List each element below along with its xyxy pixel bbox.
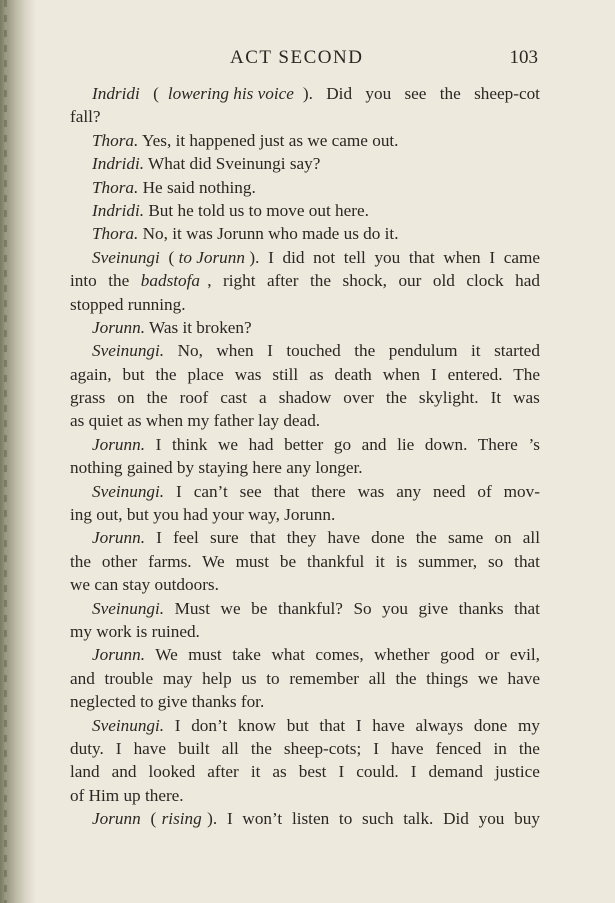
dialogue-text: lie bbox=[392, 434, 415, 454]
dialogue-text: take bbox=[227, 645, 261, 665]
dialogue-text: Did bbox=[321, 84, 353, 103]
dialogue-text: we can stay outdoors. bbox=[70, 575, 219, 595]
dialogue-text: So bbox=[349, 598, 372, 618]
dialogue-text: trouble bbox=[100, 668, 154, 688]
dialogue-text: a bbox=[254, 388, 267, 408]
dialogue-text: could. bbox=[351, 762, 399, 782]
dialogue-text: they bbox=[282, 528, 317, 548]
dialogue-text: things bbox=[421, 668, 469, 688]
dialogue-text: that bbox=[315, 715, 346, 735]
speaker-name: Thora. bbox=[92, 177, 139, 197]
dialogue-text: the bbox=[391, 668, 417, 688]
speaker-name: Indridi. bbox=[92, 154, 145, 174]
dialogue-text: tell bbox=[339, 247, 366, 267]
dialogue-text: and bbox=[107, 762, 137, 782]
dialogue-text: talk. bbox=[398, 809, 434, 829]
speaker-name: Sveinungi. bbox=[92, 715, 165, 735]
dialogue-text: all bbox=[364, 668, 386, 688]
dialogue-text: but bbox=[118, 364, 145, 384]
speaker-name: Jorunn. bbox=[92, 434, 145, 454]
dialogue-text: I bbox=[262, 341, 273, 361]
dialogue-text: the bbox=[514, 738, 540, 758]
dialogue-text: was bbox=[230, 364, 262, 384]
stage-direction: to Jorunn bbox=[178, 247, 245, 267]
text-line bbox=[70, 503, 540, 526]
speaker-name: Jorunn bbox=[92, 809, 141, 829]
dialogue-text: know bbox=[233, 715, 277, 735]
dialogue-text: of Him up there. bbox=[70, 785, 184, 805]
dialogue-text: the bbox=[381, 388, 407, 408]
dialogue-text: feel bbox=[168, 528, 199, 548]
text-line bbox=[70, 643, 540, 666]
dialogue-text: all bbox=[217, 738, 239, 758]
dialogue-text: be bbox=[275, 551, 297, 571]
dialogue-text: our bbox=[394, 271, 422, 291]
text-line bbox=[70, 246, 540, 269]
dialogue-text: in bbox=[489, 738, 507, 758]
dialogue-text: ). bbox=[207, 809, 218, 829]
dialogue-text: that bbox=[509, 551, 540, 571]
text-line bbox=[70, 152, 540, 175]
dialogue-text: entered. bbox=[443, 364, 503, 384]
dialogue-text: when bbox=[212, 341, 254, 361]
dialogue-text: must bbox=[183, 645, 222, 665]
dialogue-text: must bbox=[231, 551, 269, 571]
dialogue-text: the bbox=[349, 341, 376, 361]
dialogue-text: But he told us to move out here. bbox=[144, 200, 369, 220]
dialogue-text: ( bbox=[146, 809, 157, 829]
dialogue-text: mov- bbox=[499, 481, 540, 501]
dialogue-text: on bbox=[113, 388, 135, 408]
dialogue-text: on bbox=[490, 528, 512, 548]
stage-direction: lowering his voice bbox=[167, 84, 294, 103]
dialogue-text: think bbox=[167, 434, 208, 454]
dialogue-text: not bbox=[308, 247, 336, 267]
dialogue-text: had bbox=[510, 271, 540, 291]
dialogue-text: of bbox=[473, 481, 492, 501]
dialogue-text: won’t bbox=[238, 809, 283, 829]
dialogue-text: still bbox=[268, 364, 299, 384]
dialogue-text: summer, bbox=[413, 551, 478, 571]
text-line bbox=[70, 573, 540, 596]
text-line bbox=[70, 714, 540, 737]
dialogue-text: No, it was Jorunn who made us do it. bbox=[138, 224, 399, 244]
dialogue-text: I bbox=[111, 738, 122, 758]
dialogue-text: and bbox=[70, 668, 95, 688]
speaker-name: Jorunn. bbox=[92, 317, 145, 337]
dialogue-text: other bbox=[97, 551, 138, 571]
text-line bbox=[70, 129, 540, 152]
speaker-name: Sveinungi. bbox=[92, 341, 165, 361]
dialogue-text: old bbox=[428, 271, 455, 291]
dialogue-text: again, bbox=[70, 364, 112, 384]
stage-direction: badstofa bbox=[136, 271, 200, 291]
speaker-name: Sveinungi. bbox=[92, 481, 165, 501]
dialogue-text: clock bbox=[462, 271, 504, 291]
dialogue-text: you bbox=[474, 809, 505, 829]
play-text bbox=[70, 82, 540, 831]
running-head: ACT SECOND bbox=[230, 47, 364, 68]
dialogue-text: demand bbox=[424, 762, 483, 782]
dialogue-text: stopped running. bbox=[70, 294, 186, 314]
text-line bbox=[70, 690, 540, 713]
text-line bbox=[70, 269, 540, 292]
dialogue-text: ( bbox=[148, 84, 159, 103]
dialogue-text: It bbox=[486, 388, 502, 408]
dialogue-text: evil, bbox=[505, 645, 540, 665]
text-line bbox=[70, 82, 540, 105]
dialogue-text: over bbox=[338, 388, 374, 408]
dialogue-text: ’s bbox=[524, 434, 540, 454]
dialogue-text: I bbox=[351, 715, 362, 735]
dialogue-text: grass bbox=[70, 388, 106, 408]
text-line bbox=[70, 550, 540, 573]
dialogue-text: buy bbox=[509, 809, 540, 829]
dialogue-text: my bbox=[513, 715, 540, 735]
text-line bbox=[70, 456, 540, 479]
dialogue-text: I bbox=[426, 364, 437, 384]
dialogue-text: remember bbox=[285, 668, 359, 688]
dialogue-text: did bbox=[278, 247, 305, 267]
dialogue-text: Was it broken? bbox=[145, 317, 252, 337]
speaker-name: Thora. bbox=[92, 130, 139, 150]
dialogue-text: fall? bbox=[70, 107, 101, 127]
text-line bbox=[70, 667, 540, 690]
dialogue-text: the bbox=[411, 528, 437, 548]
dialogue-text: what bbox=[267, 645, 305, 665]
dialogue-text: done bbox=[469, 715, 508, 735]
text-line bbox=[70, 760, 540, 783]
dialogue-text: done bbox=[366, 528, 405, 548]
dialogue-text: was bbox=[508, 388, 540, 408]
dialogue-text: you bbox=[361, 84, 392, 103]
dialogue-text: and bbox=[357, 434, 387, 454]
binding-gutter bbox=[0, 0, 36, 903]
dialogue-text: listen bbox=[287, 809, 330, 829]
dialogue-text: it bbox=[246, 762, 261, 782]
dialogue-text: help bbox=[197, 668, 232, 688]
dialogue-text: I bbox=[151, 528, 162, 548]
text-line bbox=[70, 409, 540, 432]
dialogue-text: ). bbox=[302, 84, 313, 103]
dialogue-text: farms. bbox=[143, 551, 192, 571]
dialogue-text: we bbox=[213, 434, 238, 454]
dialogue-text: started bbox=[489, 341, 540, 361]
dialogue-text: sure bbox=[205, 528, 239, 548]
text-line bbox=[70, 293, 540, 316]
dialogue-text: was bbox=[353, 481, 385, 501]
dialogue-text: fenced bbox=[431, 738, 482, 758]
dialogue-text: the bbox=[246, 738, 272, 758]
dialogue-text: duty. bbox=[70, 738, 104, 758]
dialogue-text: shadow bbox=[274, 388, 332, 408]
dialogue-text: I bbox=[170, 715, 181, 735]
dialogue-text: good bbox=[435, 645, 475, 665]
speaker-name: Jorunn. bbox=[92, 645, 145, 665]
dialogue-text: whether bbox=[369, 645, 430, 665]
dialogue-text: see bbox=[235, 481, 262, 501]
dialogue-text: the bbox=[151, 364, 177, 384]
dialogue-text: The bbox=[509, 364, 540, 384]
dialogue-text: so bbox=[483, 551, 504, 571]
dialogue-text: after bbox=[203, 762, 239, 782]
dialogue-text: the bbox=[70, 551, 91, 571]
dialogue-text: I bbox=[171, 481, 182, 501]
speaker-name: Thora. bbox=[92, 224, 139, 244]
text-line bbox=[70, 620, 540, 643]
dialogue-text: as quiet as when my father lay dead. bbox=[70, 411, 321, 431]
dialogue-text: We bbox=[198, 551, 225, 571]
dialogue-text: all bbox=[518, 528, 540, 548]
text-line bbox=[70, 363, 540, 386]
dialogue-text: , bbox=[207, 271, 212, 291]
dialogue-text: to bbox=[261, 668, 280, 688]
page-header bbox=[70, 47, 540, 75]
speaker-name: Indridi. bbox=[92, 200, 145, 220]
dialogue-text: have bbox=[503, 668, 540, 688]
text-line bbox=[70, 199, 540, 222]
speaker-name: Sveinungi. bbox=[92, 598, 165, 618]
text-line bbox=[70, 526, 540, 549]
dialogue-text: my work is ruined. bbox=[70, 621, 200, 641]
dialogue-text: looked bbox=[144, 762, 196, 782]
dialogue-text: into bbox=[70, 271, 97, 291]
dialogue-text: He said nothing. bbox=[138, 177, 256, 197]
text-line bbox=[70, 105, 540, 128]
dialogue-text: we bbox=[473, 668, 498, 688]
dialogue-text: as bbox=[268, 762, 287, 782]
dialogue-text: the bbox=[305, 271, 332, 291]
dialogue-text: we bbox=[216, 598, 241, 618]
page-number: 103 bbox=[509, 47, 538, 68]
dialogue-text: don’t bbox=[186, 715, 228, 735]
dialogue-text: it bbox=[466, 341, 481, 361]
dialogue-text: to bbox=[334, 809, 353, 829]
dialogue-text: I bbox=[263, 247, 274, 267]
dialogue-text: may bbox=[158, 668, 193, 688]
dialogue-text: can’t bbox=[189, 481, 228, 501]
dialogue-text: or bbox=[480, 645, 500, 665]
dialogue-text: neglected to give thanks for. bbox=[70, 692, 265, 712]
dialogue-text: I bbox=[151, 434, 162, 454]
text-line bbox=[70, 339, 540, 362]
dialogue-text: Yes, it happened just as we came out. bbox=[138, 130, 399, 150]
dialogue-text: see bbox=[400, 84, 427, 103]
dialogue-text: death bbox=[330, 364, 372, 384]
dialogue-text: best bbox=[294, 762, 327, 782]
stage-direction: rising bbox=[161, 809, 202, 829]
dialogue-text: any bbox=[391, 481, 422, 501]
dialogue-text: have bbox=[386, 738, 424, 758]
dialogue-text: I bbox=[369, 738, 380, 758]
dialogue-text: be bbox=[246, 598, 268, 618]
dialogue-text: it bbox=[370, 551, 385, 571]
dialogue-text: go bbox=[329, 434, 352, 454]
dialogue-text: nothing gained by staying here any longer. bbox=[70, 458, 363, 478]
dialogue-text: justice bbox=[490, 762, 540, 782]
dialogue-text: sheep-cots; bbox=[279, 738, 362, 758]
dialogue-text: have bbox=[129, 738, 167, 758]
dialogue-text: ing out, but you had your way, Jorunn. bbox=[70, 505, 336, 525]
dialogue-text: Must bbox=[170, 598, 210, 618]
dialogue-text: the bbox=[435, 84, 461, 103]
dialogue-text: is bbox=[391, 551, 408, 571]
dialogue-text: us bbox=[237, 668, 257, 688]
speaker-name: Indridi bbox=[92, 84, 140, 103]
dialogue-text: We bbox=[151, 645, 178, 665]
dialogue-text: you bbox=[377, 598, 408, 618]
dialogue-text: skylight. bbox=[414, 388, 479, 408]
dialogue-text: ( bbox=[164, 247, 175, 267]
dialogue-text: that bbox=[269, 481, 300, 501]
dialogue-text: land bbox=[70, 762, 100, 782]
dialogue-text: thankful bbox=[302, 551, 365, 571]
dialogue-text: Did bbox=[438, 809, 469, 829]
dialogue-text: give bbox=[414, 598, 449, 618]
dialogue-text: that bbox=[245, 528, 276, 548]
dialogue-text: when bbox=[378, 364, 420, 384]
dialogue-text: you bbox=[370, 247, 401, 267]
dialogue-text: comes, bbox=[311, 645, 364, 665]
speaker-name: Sveinungi bbox=[92, 247, 160, 267]
text-line bbox=[70, 807, 540, 830]
dialogue-text: came bbox=[499, 247, 540, 267]
dialogue-text: What did Sveinungi say? bbox=[144, 154, 321, 174]
dialogue-text: that bbox=[509, 598, 540, 618]
dialogue-text: when bbox=[439, 247, 481, 267]
text-line bbox=[70, 784, 540, 807]
dialogue-text: same bbox=[443, 528, 484, 548]
dialogue-text: thanks bbox=[454, 598, 504, 618]
dialogue-text: always bbox=[411, 715, 464, 735]
dialogue-text: I bbox=[334, 762, 345, 782]
dialogue-text: cast bbox=[215, 388, 248, 408]
dialogue-text: touched bbox=[282, 341, 341, 361]
dialogue-text: better bbox=[279, 434, 324, 454]
dialogue-text: pendulum bbox=[384, 341, 458, 361]
dialogue-text: had bbox=[244, 434, 274, 454]
dialogue-text: the bbox=[103, 271, 130, 291]
dialogue-text: but bbox=[282, 715, 309, 735]
dialogue-text: thankful? bbox=[273, 598, 343, 618]
dialogue-text: shock, bbox=[338, 271, 387, 291]
text-line bbox=[70, 386, 540, 409]
dialogue-text: that bbox=[404, 247, 435, 267]
dialogue-text: need bbox=[428, 481, 466, 501]
dialogue-text: I bbox=[222, 809, 233, 829]
text-line bbox=[70, 480, 540, 503]
text-line bbox=[70, 433, 540, 456]
text-line bbox=[70, 176, 540, 199]
dialogue-text: the bbox=[142, 388, 168, 408]
dialogue-text: ). bbox=[249, 247, 260, 267]
dialogue-text: No, bbox=[173, 341, 203, 361]
text-line bbox=[70, 316, 540, 339]
dialogue-text: I bbox=[485, 247, 496, 267]
dialogue-text: such bbox=[357, 809, 394, 829]
text-line bbox=[70, 222, 540, 245]
dialogue-text: there bbox=[306, 481, 346, 501]
dialogue-text: as bbox=[304, 364, 324, 384]
dialogue-text: There bbox=[473, 434, 518, 454]
dialogue-text: roof bbox=[175, 388, 209, 408]
dialogue-text: right bbox=[218, 271, 256, 291]
dialogue-text: have bbox=[368, 715, 405, 735]
text-line bbox=[70, 597, 540, 620]
dialogue-text: sheep-cot bbox=[469, 84, 540, 103]
dialogue-text: have bbox=[323, 528, 360, 548]
text-line bbox=[70, 737, 540, 760]
dialogue-text: I bbox=[406, 762, 417, 782]
dialogue-text: place bbox=[183, 364, 224, 384]
dialogue-text: after bbox=[262, 271, 299, 291]
dialogue-text: down. bbox=[420, 434, 468, 454]
dialogue-text: built bbox=[173, 738, 210, 758]
speaker-name: Jorunn. bbox=[92, 528, 145, 548]
